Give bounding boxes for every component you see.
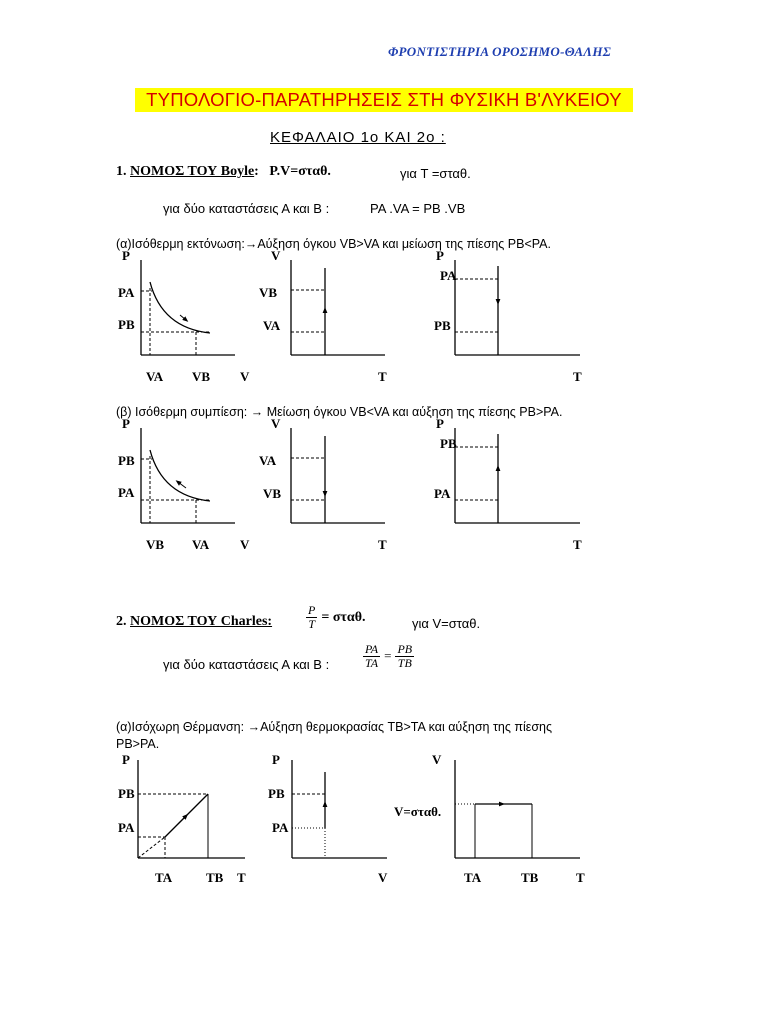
charles-condition: για V=σταθ. <box>412 616 481 631</box>
g8-axis-x: V <box>378 870 388 885</box>
charles-name: ΝΟΜΟΣ ΤΟΥ Charles: <box>130 614 273 629</box>
charles-case-a-line1: (α)Ισόχωρη Θέρμανση: →Αύξηση θερμοκρασίας TB>TA και αύξηση της πίεσης <box>116 720 553 734</box>
g1-label-vb: VB <box>192 369 211 384</box>
g9-axis-x: T <box>576 870 585 885</box>
g2-axis-x: T <box>378 369 387 384</box>
page-title: ΤΥΠΟΛΟΓΙΟ-ΠΑΡΑΤΗΡΗΣΕΙΣ ΣΤΗ ΦΥΣΙΚΗ Β'ΛΥΚΕΙΟΥ <box>135 88 633 112</box>
g4-label-pa: PA <box>118 485 135 500</box>
g7-axis-x: T <box>237 870 246 885</box>
charles-law-heading <box>116 614 272 630</box>
charles-formula-den: T <box>308 617 316 631</box>
charles-formula-num: P <box>308 603 316 617</box>
g7-axis-y: P <box>122 752 130 767</box>
graph-isothermal-compression-pv <box>110 418 270 558</box>
g3-axis-y: P <box>436 248 444 263</box>
chapter-heading: ΚΕΦΑΛΑΙΟ 1ο ΚΑΙ 2ο : <box>270 129 446 146</box>
boyle-case-b: (β) Ισόθερμη συμπίεση: → Μείωση όγκου VB<VA και αύξηση της πίεσης PB>PA. <box>116 405 563 419</box>
graph-isothermal-expansion-vt <box>255 250 395 390</box>
g1-axis-y: P <box>122 248 130 263</box>
school-name: ΦΡΟΝΤΙΣΤΗΡΙΑ ΟΡΟΣΗΜΟ-ΘΑΛΗΣ <box>388 44 612 59</box>
boyle-law-heading: 1. ΝΟΜΟΣ ΤΟΥ Boyle: P.V=σταθ. <box>116 164 331 179</box>
charles-frac-right-num: PB <box>397 642 413 656</box>
g6-label-pb: PB <box>440 436 457 451</box>
g2-label-vb: VB <box>259 285 278 300</box>
boyle-two-states: για δύο καταστάσεις Α και Β : <box>163 201 330 216</box>
g1-axis-x: V <box>240 369 250 384</box>
g9-label-tb: TB <box>521 870 539 885</box>
g2-axis-y: V <box>271 248 281 263</box>
graph-isothermal-expansion-pt <box>430 250 590 390</box>
boyle-formula: P.V=σταθ. <box>269 164 331 179</box>
g6-axis-y: P <box>436 416 444 431</box>
graph-isothermal-expansion-pv <box>110 250 270 390</box>
g1-label-pa: PA <box>118 285 135 300</box>
g4-label-vb: VB <box>146 537 165 552</box>
boyle-two-states-formula: PA .VA = PB .VB <box>370 201 466 216</box>
g4-axis-y: P <box>122 416 130 431</box>
charles-formula <box>306 604 366 631</box>
graph-isochoric-vt <box>390 750 600 890</box>
g4-axis-x: V <box>240 537 250 552</box>
graph-isochoric-pt <box>110 750 270 890</box>
g5-axis-y: V <box>271 416 281 431</box>
charles-two-states: για δύο καταστάσεις Α και Β : <box>163 657 330 672</box>
g8-axis-y: P <box>272 752 280 767</box>
g7-label-ta: TA <box>155 870 173 885</box>
boyle-case-a: (α)Ισόθερμη εκτόνωση:→Αύξηση όγκου VB>VA και μείωση της πίεσης PB<PA. <box>116 237 551 251</box>
graph-isothermal-compression-vt <box>255 418 395 558</box>
g7-label-pa: PA <box>118 820 135 835</box>
g7-label-pb: PB <box>118 786 135 801</box>
g4-label-va: VA <box>192 537 210 552</box>
charles-frac-left-den: TA <box>365 656 379 670</box>
g9-label-v-const: V=σταθ. <box>394 804 442 819</box>
g5-label-va: VA <box>259 453 277 468</box>
g5-axis-x: T <box>378 537 387 552</box>
charles-two-states-formula: $\frac{PA}{TA}$ = $\frac{PB}{TB}$ <box>365 642 413 670</box>
g3-axis-x: T <box>573 369 582 384</box>
boyle-condition: για T =σταθ. <box>400 166 471 181</box>
g5-label-vb: VB <box>263 486 282 501</box>
charles-number: 2. <box>116 614 127 629</box>
g7-label-tb: TB <box>206 870 224 885</box>
graph-isothermal-compression-pt <box>430 418 590 558</box>
g4-label-pb: PB <box>118 453 135 468</box>
charles-case-a-line2: PB>PA. <box>116 737 160 751</box>
g3-label-pa: PA <box>440 268 457 283</box>
graph-isochoric-pv <box>262 750 402 890</box>
g9-axis-y: V <box>432 752 442 767</box>
charles-formula-rhs: = σταθ. <box>321 610 366 626</box>
charles-frac-left-num: PA <box>365 642 379 656</box>
g9-label-ta: TA <box>464 870 482 885</box>
g3-label-pb: PB <box>434 318 451 333</box>
g1-label-va: VA <box>146 369 164 384</box>
g6-label-pa: PA <box>434 486 451 501</box>
charles-frac-right-den: TB <box>397 656 412 670</box>
g8-label-pb: PB <box>268 786 285 801</box>
g8-label-pa: PA <box>272 820 289 835</box>
g1-label-pb: PB <box>118 317 135 332</box>
boyle-name: ΝΟΜΟΣ ΤΟΥ Boyle <box>130 164 255 179</box>
g6-axis-x: T <box>573 537 582 552</box>
boyle-number: 1. <box>116 164 127 179</box>
g2-label-va: VA <box>263 318 281 333</box>
